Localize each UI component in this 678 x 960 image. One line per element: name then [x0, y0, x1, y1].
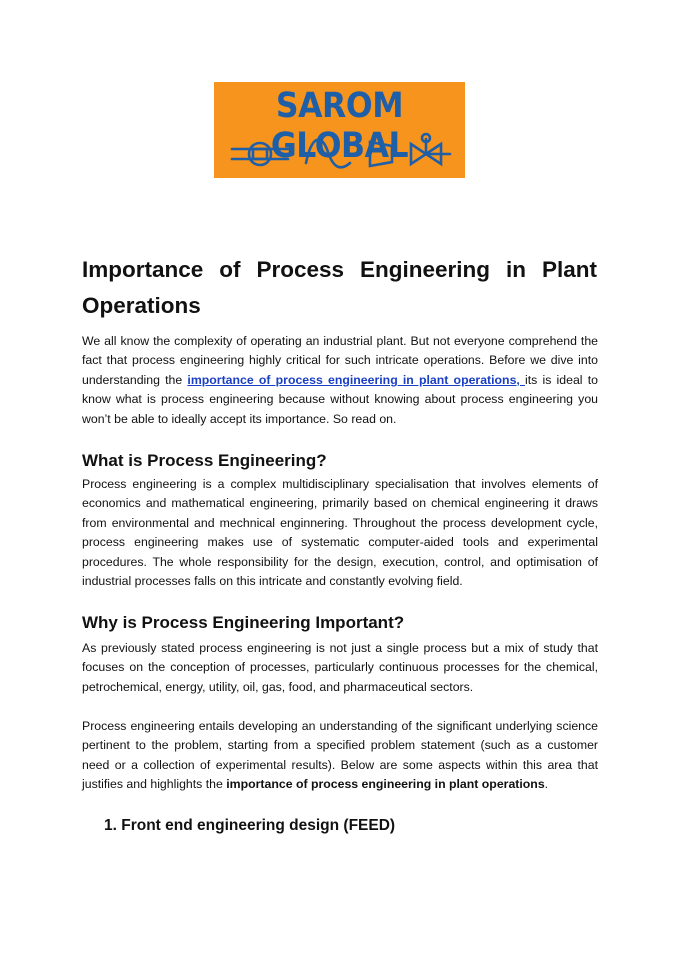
- section-what-body: Process engineering is a complex multidisciplinary specialisation that involves elements of economics and mathematical engineering, primarily based on chemical engineering it draws from environmental and mechnical enginnering. Throughout the process development cycle, process engineering makes use of systematic computer-aided tools and experimental procedures. The whole responsibility for the design, execution, control, and optimisation of industrial processes falls on this intricate and constantly evolving field.: [82, 477, 598, 589]
- list-item-text: Front end engineering design (FEED): [121, 817, 396, 834]
- intro-text-start: We all know the complexity of operating an industrial plant. But not everyone comprehend the fact that process engineering highly critical for such intricate operations. Before we dive into understanding the: [82, 334, 598, 387]
- pump-symbol-icon: [232, 143, 288, 165]
- para2-end: .: [544, 777, 549, 792]
- wave-symbol-icon: [306, 140, 350, 168]
- section-heading-why: Why is Process Engineering Important?: [82, 613, 405, 632]
- logo-symbols: [228, 132, 452, 170]
- list-item-number: 1.: [104, 817, 117, 834]
- section-why-paragraph-1: As previously stated process engineering is not just a single process but a mix of study that focuses on the conception of processes, particularly continuous processes for the chemical, petrochemical, energy, utility, oil, gas, food, and pharmaceutical sectors.: [82, 641, 598, 694]
- valve-symbol-icon: [411, 134, 450, 164]
- reducer-symbol-icon: [370, 142, 392, 166]
- logo-text: SAROM GLOBAL: [270, 86, 409, 166]
- importance-link[interactable]: importance of process engineering in plant operations,: [187, 372, 526, 387]
- para2-text: Process engineering entails developing an understanding of the significant underlying science pertinent to the problem, starting from a specified problem statement (such as a customer need or a collection of experimental results). Below are some aspects within this area that justifies and highlights the: [82, 719, 598, 792]
- para2-bold-phrase: importance of process engineering in plant operations: [226, 777, 545, 792]
- sarom-global-logo: [214, 82, 465, 178]
- page-title: Importance of Process Engineering in Plant Operations: [82, 257, 597, 318]
- section-heading-what: What is Process Engineering?: [82, 451, 327, 470]
- intro-paragraph: [82, 332, 598, 429]
- list-item: [104, 815, 395, 837]
- intro-text-end: its is ideal to know what is process engineering because without knowing about process engineering you won’t be able to ideally accept its importance. So read on.: [82, 372, 598, 426]
- section-why-paragraph-2: [82, 717, 598, 795]
